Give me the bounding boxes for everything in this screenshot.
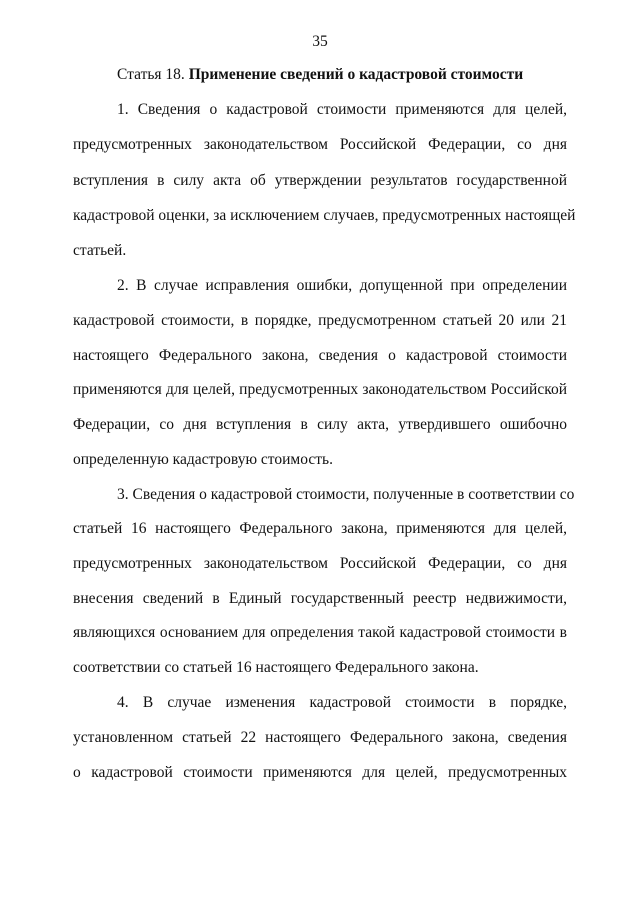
paragraph-1-line-3: вступления в силу акта об утверждении результатов государственной: [73, 172, 567, 189]
paragraph-1-line-4: кадастровой оценки, за исключением случаев, предусмотренных настоящей: [73, 207, 576, 224]
paragraph-3-line-3: предусмотренных законодательством Российской Федерации, со дня: [73, 555, 567, 572]
paragraph-1-line-1: 1. Сведения о кадастровой стоимости применяются для целей,: [117, 101, 567, 118]
paragraph-2-line-4: применяются для целей, предусмотренных законодательством Российской: [73, 381, 567, 398]
paragraph-3-line-6: соответствии со статьей 16 настоящего Федерального закона.: [73, 659, 479, 676]
paragraph-1-line-5: статьей.: [73, 242, 127, 259]
paragraph-3-line-5: являющихся основанием для определения такой кадастровой стоимости в: [73, 624, 567, 641]
paragraph-3-line-4: внесения сведений в Единый государственный реестр недвижимости,: [73, 590, 567, 607]
paragraph-3-line-1: 3. Сведения о кадастровой стоимости, полученные в соответствии со: [117, 486, 575, 503]
article-title: Применение сведений о кадастровой стоимости: [188, 66, 524, 83]
page-number: 35: [312, 33, 328, 50]
paragraph-1-line-2: предусмотренных законодательством Российской Федерации, со дня: [73, 136, 567, 153]
paragraph-4-line-1: 4. В случае изменения кадастровой стоимости в порядке,: [117, 694, 567, 711]
paragraph-2-line-6: определенную кадастровую стоимость.: [73, 451, 333, 468]
paragraph-2-line-5: Федерации, со дня вступления в силу акта, утвердившего ошибочно: [73, 416, 567, 433]
paragraph-3-line-2: статьей 16 настоящего Федерального закона, применяются для целей,: [73, 520, 567, 537]
paragraph-4-line-2: установленном статьей 22 настоящего Федерального закона, сведения: [73, 729, 567, 746]
article-heading: [117, 66, 523, 84]
paragraph-4-line-3: о кадастровой стоимости применяются для целей, предусмотренных: [73, 764, 567, 781]
paragraph-2-line-2: кадастровой стоимости, в порядке, предусмотренном статьей 20 или 21: [73, 312, 567, 329]
paragraph-2-line-3: настоящего Федерального закона, сведения о кадастровой стоимости: [73, 347, 567, 364]
article-label: Статья 18.: [117, 66, 185, 83]
paragraph-2-line-1: 2. В случае исправления ошибки, допущенной при определении: [117, 277, 567, 294]
